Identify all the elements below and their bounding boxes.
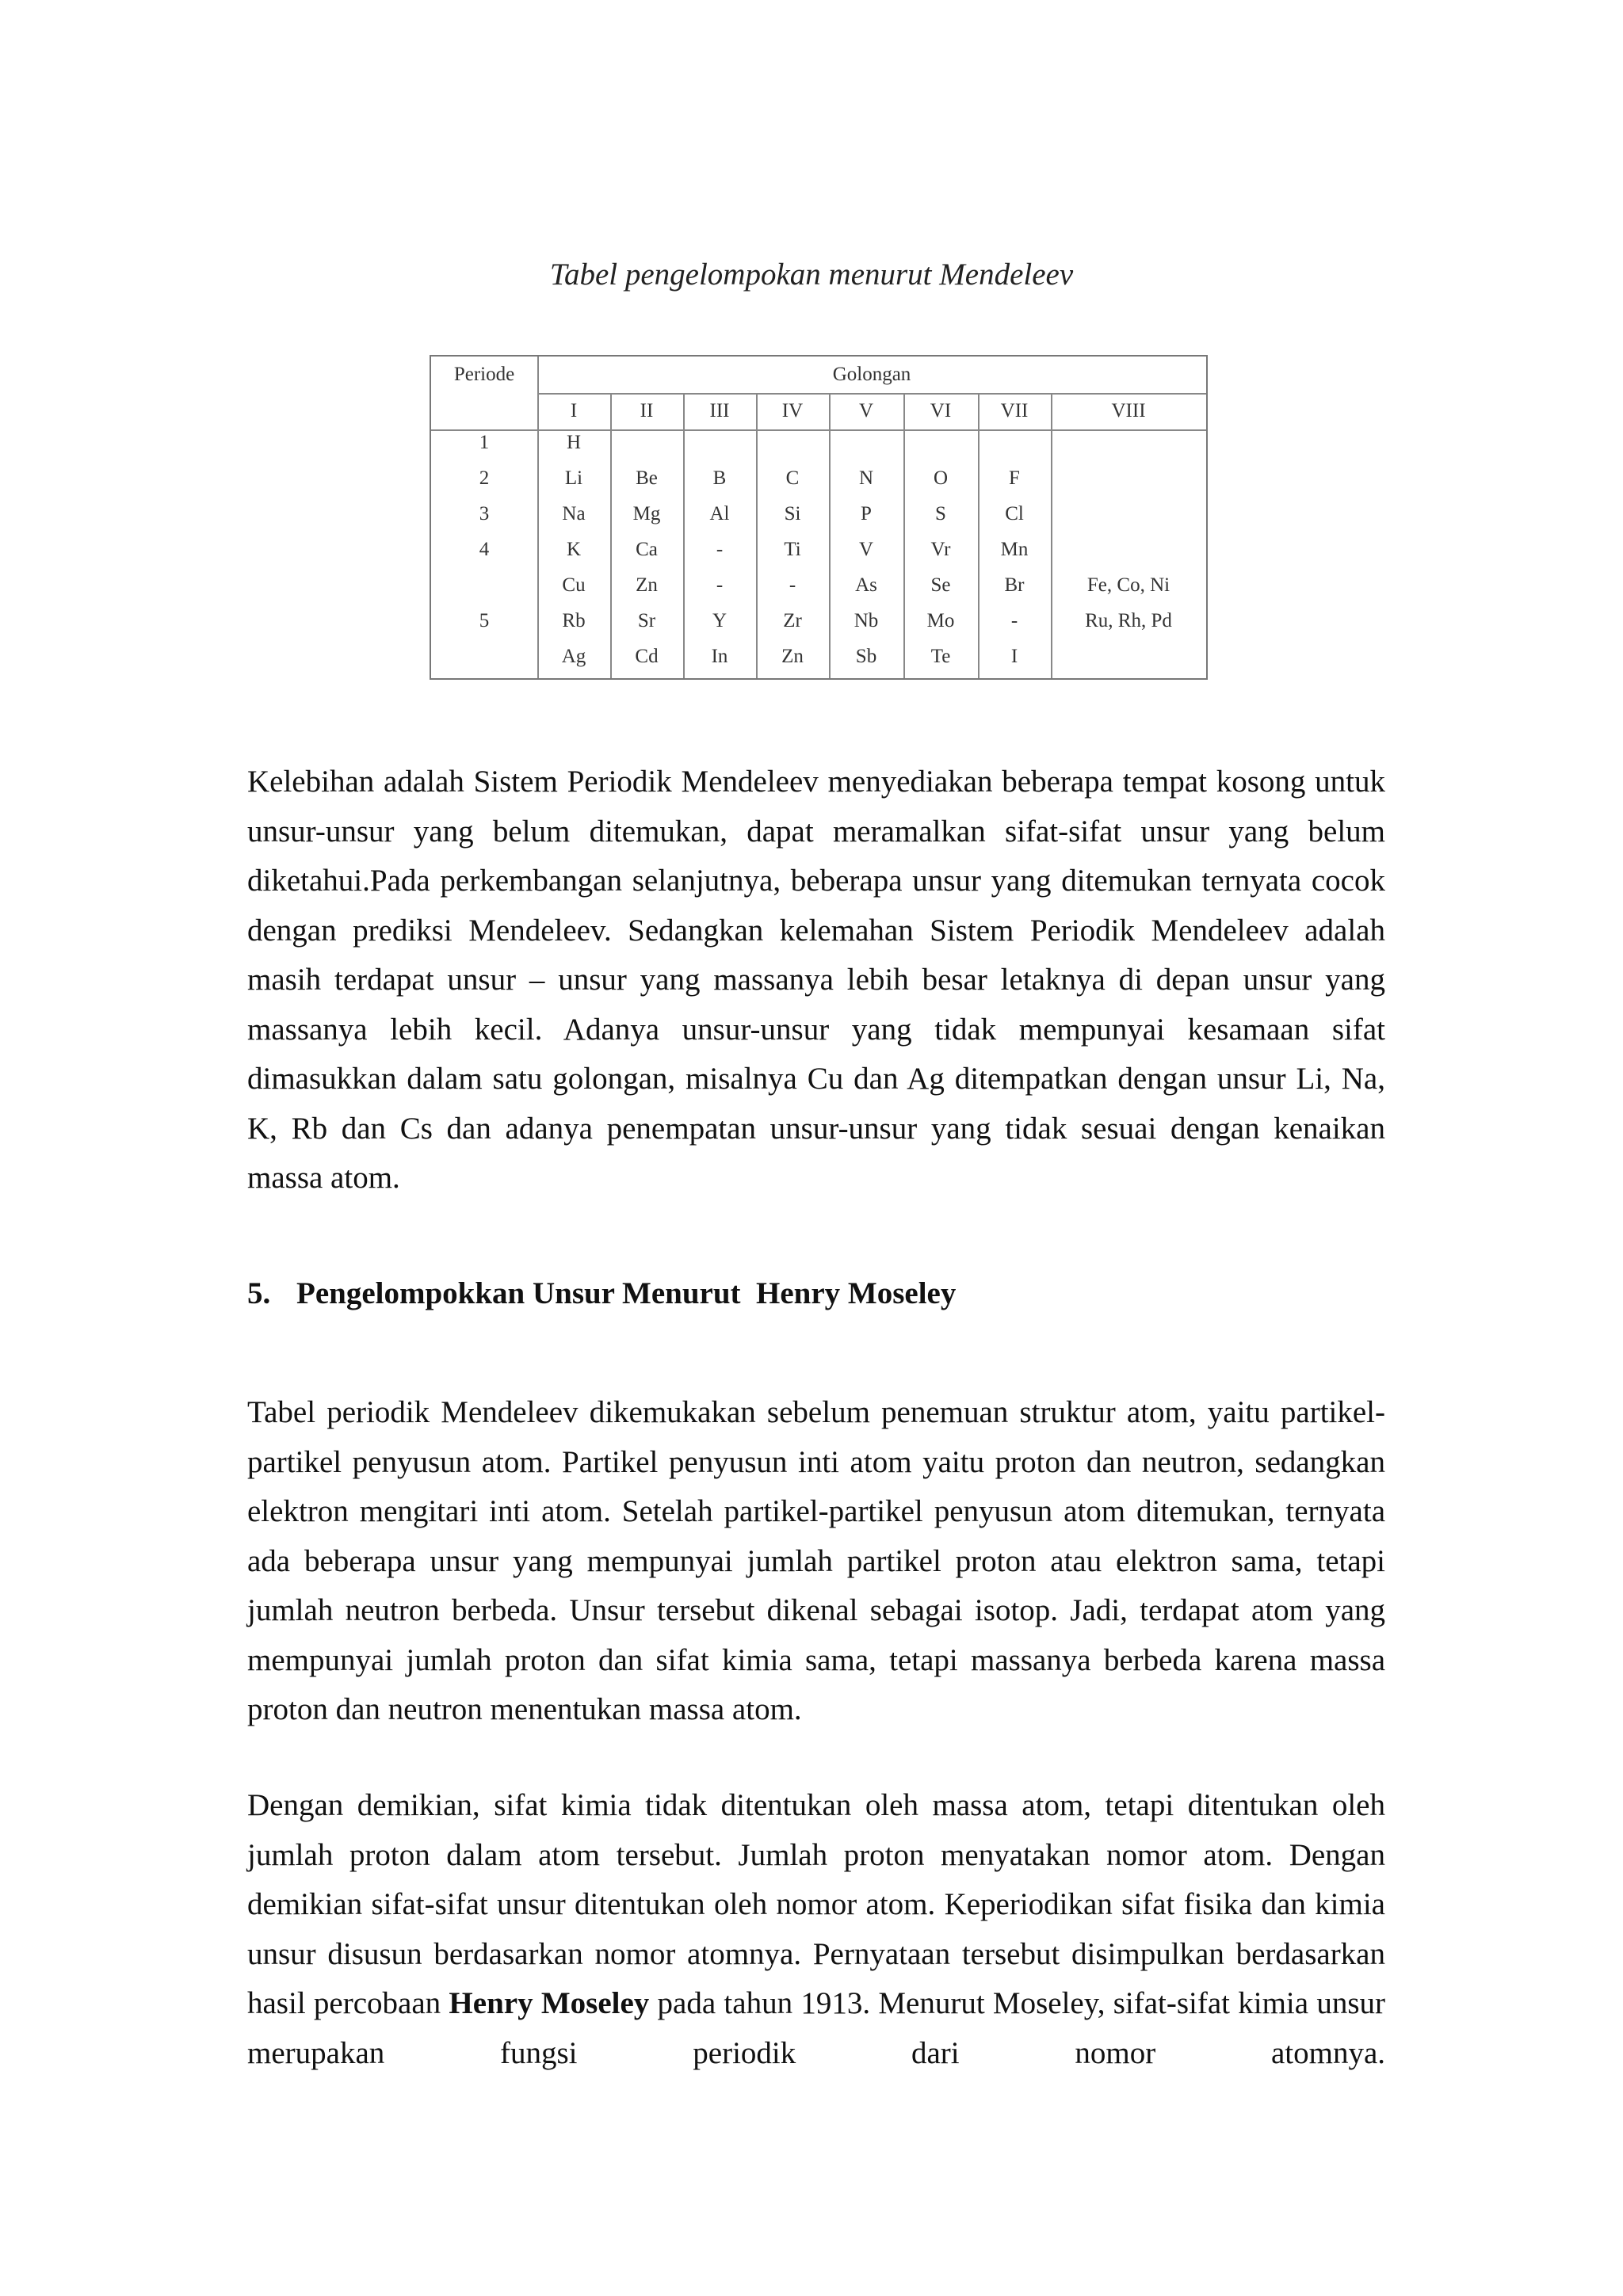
table-period-cell: 5 [479,610,490,631]
table-group-header: V [858,400,874,421]
table-element-cell: Si [784,503,801,524]
table-element-cell: Cd [635,646,659,667]
table-element-cell: Be [636,467,658,489]
table-element-cell: Ag [561,646,586,667]
table-element-cell: O [933,467,949,489]
table-element-cell: Rb [562,610,586,631]
table-element-cell: C [785,467,800,489]
table-header-golongan: Golongan [832,364,911,385]
paragraph-1-text: Kelebihan adalah Sistem Periodik Mendeleev menyediakan beberapa tempat kosong untuk unsur-unsur yang belum ditemukan, dapat meramalkan sifat-sifat unsur yang belum diketahui.Pada perkembangan selanjutnya, beberapa unsur yang ditemukan ternyata cocok dengan prediksi Mendeleev. Sedangkan kelemahan Sistem Periodik Mendeleev adalah masih terdapat unsur – unsur yang massanya lebih besar letaknya di depan unsur yang massanya lebih kecil. Adanya unsur-unsur yang tidak mempunyai kesamaan sifat dimasukkan dalam satu golongan, misalnya Cu dan Ag ditempatkan dengan unsur Li, Na, K, Rb dan Cs dan adanya penempatan unsur-unsur yang tidak sesuai dengan kenaikan massa atom. [247,765,1385,1195]
table-header-periode: Periode [453,364,515,385]
table-element-cell: - [716,574,724,596]
table-divider-header [537,393,1206,395]
mendeleev-table [430,355,1208,680]
table-element-cell: H [566,432,582,453]
table-element-cell: Al [709,503,730,524]
table-element-cell: B [712,467,727,489]
table-element-cell: F [1009,467,1020,489]
table-period-cell: 4 [479,539,490,560]
table-element-cell: P [861,503,872,524]
table-element-cell: S [935,503,946,524]
table-element-cell: Sb [855,646,877,667]
table-element-cell: Br [1004,574,1025,596]
table-period-cell [431,574,537,597]
table-element-cell: Cu [562,574,586,596]
table-element-cell [903,431,978,455]
table-group-header: VII [1000,400,1029,421]
table-element-cell: Sr [637,610,656,631]
henry-moseley-bold: Henry Moseley [449,1986,650,2020]
table-element-cell: K [566,539,582,560]
table-element-cell: N [858,467,874,489]
table-element-cell: I [1010,646,1018,667]
table-element-cell [756,431,829,455]
table-period-cell: 2 [479,467,490,489]
table-element-cell [610,431,683,455]
table-element-cell: As [855,574,877,596]
section-heading [247,1274,956,1314]
table-period-cell: 1 [479,432,490,453]
table-element-cell: - [716,539,724,560]
table-element-cell: Nb [854,610,879,631]
table-element-cell [829,431,903,455]
table-element-cell: Ca [636,539,658,560]
table-element-cell: Vr [930,539,951,560]
table-element-cell: Zn [781,646,804,667]
paragraph-advantages [247,757,1385,1203]
table-element-cell: Mo [926,610,955,631]
table-element-cell [1051,431,1206,455]
table-element-cell: Fe, Co, Ni [1086,574,1170,596]
table-element-cell: Na [562,503,586,524]
table-element-cell: Mg [632,503,661,524]
table-element-cell: Mn [1000,539,1029,560]
paragraph-3-before: Dengan demikian, sifat kimia tidak ditentukan oleh massa atom, tetapi ditentukan oleh jumlah proton dalam atom tersebut. Jumlah proton menyatakan nomor atom. Dengan demikian sifat-sifat unsur ditentukan oleh nomor atom. Keperiodikan sifat fisika dan kimia unsur disusun berdasarkan nomor atomnya. Pernyataan tersebut disimpulkan berdasarkan hasil percobaan [247,1788,1385,2020]
table-grid [431,357,1206,678]
table-period-cell [431,645,537,669]
table-element-cell [683,431,756,455]
paragraph-moseley-intro [247,1388,1385,1735]
paragraph-3-text [247,1781,1385,2078]
table-period-cell: 3 [479,503,490,524]
table-element-cell: - [1010,610,1018,631]
table-group-header: IV [781,400,804,421]
table-group-header: VIII [1111,400,1146,421]
table-element-cell [1051,467,1206,490]
table-group-header: I [570,400,578,421]
paragraph-moseley-conclusion [247,1781,1385,2078]
table-group-header: VI [930,400,952,421]
table-group-header: III [709,400,730,421]
table-element-cell: - [789,574,796,596]
table-element-cell [1051,538,1206,562]
table-caption: Tabel pengelompokan menurut Mendeleev [549,257,1074,292]
table-element-cell: Cl [1005,503,1024,524]
table-element-cell [978,431,1051,455]
table-group-header: II [640,400,654,421]
section-title: Pengelompokkan Unsur Menurut Henry Moseley [296,1276,957,1310]
table-element-cell: Ti [784,539,801,560]
table-element-cell: In [711,646,728,667]
table-element-cell: Te [930,646,951,667]
table-element-cell: Ru, Rh, Pd [1085,610,1172,631]
table-element-cell: V [858,539,874,560]
table-element-cell: Se [930,574,951,596]
section-number: 5. [247,1276,271,1310]
table-element-cell: Zr [783,610,802,631]
table-element-cell [1051,502,1206,526]
table-element-cell: Zn [636,574,658,596]
table-element-cell [1051,645,1206,669]
paragraph-3-after: pada tahun 1913. Menurut Moseley, sifat-sifat kimia unsur merupakan fungsi periodik dari nomor atomnya. [247,1986,1385,2070]
paragraph-2-text: Tabel periodik Mendeleev dikemukakan sebelum penemuan struktur atom, yaitu partikel-partikel penyusun atom. Partikel penyusun inti atom yaitu proton dan neutron, sedangkan elektron mengitari inti atom. Setelah partikel-partikel penyusun atom ditemukan, ternyata ada beberapa unsur yang mempunyai jumlah partikel proton atau elektron sama, tetapi jumlah neutron berbeda. Unsur tersebut dikenal sebagai isotop. Jadi, terdapat atom yang mempunyai jumlah proton dan sifat kimia sama, tetapi massanya berbeda karena massa proton dan neutron menentukan massa atom. [247,1395,1385,1726]
table-element-cell: Li [564,467,583,489]
table-element-cell: Y [712,610,727,631]
